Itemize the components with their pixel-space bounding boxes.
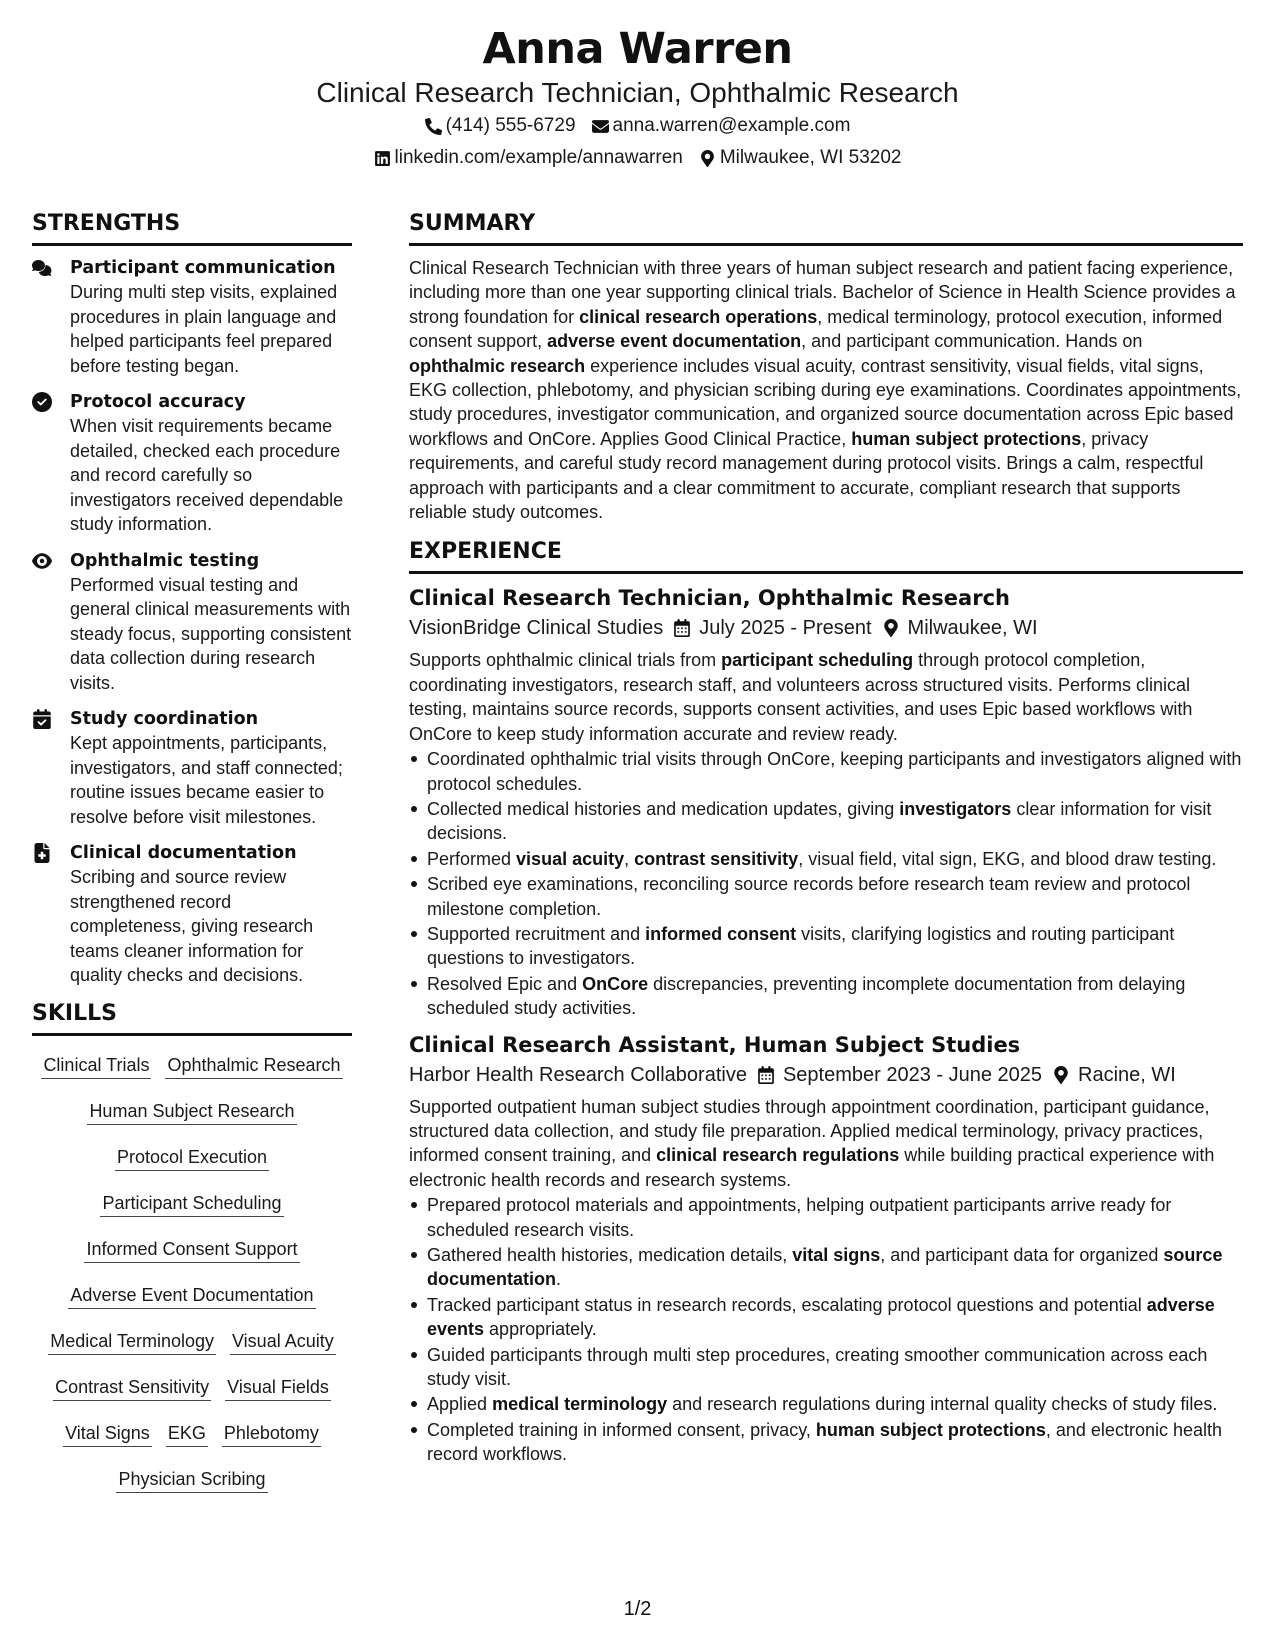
job-description-text: through protocol completion, coordinating investigators, research staff, and volunteers across structured visits. Performs clinical testing, maintains source records, supports consent activities, and uses Epic based workflows with OnCore to keep study information accurate and review ready. bbox=[409, 650, 1193, 744]
email-text[interactable]: anna.warren@example.com bbox=[612, 115, 851, 136]
job-bullet-text: visits, clarifying logistics and routing participant questions to investigators. bbox=[427, 923, 1175, 969]
skill-row bbox=[32, 1284, 352, 1309]
skill-row bbox=[32, 1238, 352, 1263]
job-bullet-text: Performed bbox=[427, 848, 517, 869]
skill-tag: Protocol Execution bbox=[115, 1146, 269, 1171]
contact-row-2 bbox=[0, 142, 1275, 174]
job-bullet-bold-text: investigators bbox=[899, 798, 1012, 819]
strength-body bbox=[70, 390, 352, 537]
map-pin-icon bbox=[1052, 1066, 1070, 1084]
skill-row bbox=[32, 1146, 352, 1171]
strength-body bbox=[70, 707, 352, 829]
skill-row bbox=[32, 1100, 352, 1125]
calendar-icon bbox=[673, 619, 691, 637]
job-location bbox=[882, 612, 1038, 644]
strength-item bbox=[32, 707, 352, 829]
job-title: Clinical Research Assistant, Human Subject Studies bbox=[409, 1032, 1021, 1057]
calendar-check-icon bbox=[32, 707, 70, 829]
job-bullet bbox=[409, 797, 1243, 846]
job-bullet bbox=[409, 747, 1243, 796]
job-bullet bbox=[409, 1418, 1243, 1467]
right-column bbox=[409, 210, 1243, 1468]
email-contact[interactable] bbox=[592, 110, 851, 142]
job-meta bbox=[409, 1059, 1243, 1091]
job-bullet-text: discrepancies, preventing incomplete documentation from delaying scheduled study activities. bbox=[427, 973, 1186, 1019]
skills-heading: SKILLS bbox=[32, 1000, 352, 1036]
job-bullets bbox=[409, 747, 1243, 1020]
job-description-bold-text: participant scheduling bbox=[721, 650, 914, 671]
strength-desc: Performed visual testing and general clinical measurements with steady focus, supporting consistent data collection during research visits. bbox=[70, 574, 352, 693]
job-bullet-text: Resolved Epic and bbox=[427, 973, 583, 994]
job-bullet bbox=[409, 922, 1243, 971]
file-medical-icon bbox=[32, 841, 70, 988]
experience-heading: EXPERIENCE bbox=[409, 538, 1243, 574]
skill-row bbox=[32, 1468, 352, 1493]
strength-title: Ophthalmic testing bbox=[70, 550, 260, 571]
skill-tag: Visual Fields bbox=[225, 1376, 331, 1401]
job-bullet-text: Prepared protocol materials and appointments, helping outpatient participants arrive ready for scheduled research visits. bbox=[427, 1195, 1172, 1240]
strength-body bbox=[70, 256, 352, 378]
location-contact bbox=[699, 142, 902, 174]
job-description-text: Supports ophthalmic clinical trials from bbox=[409, 650, 722, 671]
job-bullet-text: , bbox=[624, 848, 635, 869]
phone-icon bbox=[425, 118, 442, 135]
linkedin-text[interactable]: linkedin.com/example/annawarren bbox=[394, 147, 683, 168]
summary-text: experience includes visual acuity, contrast sensitivity, visual fields, vital signs, EKG collection, phlebotomy, and physician scribing during eye examinations. Coordinates appointments, study procedures, investigator communication, and organized source documentation across Epic based workflows and OnCore. Applies Good Clinical Practice, bbox=[409, 355, 1242, 449]
job-description-text: while building practical experience with electronic health records and research systems. bbox=[409, 1145, 1215, 1190]
envelope-icon bbox=[592, 118, 609, 135]
summary-bold-text: adverse event documentation bbox=[547, 331, 802, 352]
jobs-list bbox=[409, 584, 1243, 1466]
map-pin-icon bbox=[699, 150, 716, 167]
location-text: Milwaukee, WI 53202 bbox=[719, 147, 902, 168]
job-entry bbox=[409, 584, 1243, 1020]
job-bullet bbox=[409, 1343, 1243, 1392]
job-title: Clinical Research Technician, Ophthalmic Research bbox=[409, 586, 1010, 611]
job-location-text: Racine, WI bbox=[1078, 1063, 1176, 1086]
skill-tag: Ophthalmic Research bbox=[165, 1054, 342, 1079]
job-bullet bbox=[409, 1392, 1243, 1416]
job-bullet-bold-text: OnCore bbox=[582, 973, 649, 994]
strength-title: Protocol accuracy bbox=[70, 392, 246, 412]
phone-contact bbox=[425, 110, 576, 142]
linkedin-contact[interactable] bbox=[374, 142, 683, 174]
strengths-list bbox=[32, 256, 352, 988]
contact-row-1 bbox=[0, 110, 1275, 142]
job-entry bbox=[409, 1031, 1243, 1467]
job-bullet-text: Applied bbox=[427, 1394, 493, 1415]
job-bullet-text: clear information for visit decisions. bbox=[427, 798, 1212, 844]
job-bullet-text: , and electronic health record workflows. bbox=[427, 1419, 1223, 1465]
job-bullet-bold-text: medical terminology bbox=[492, 1394, 668, 1415]
page-number: 1/2 bbox=[623, 1598, 652, 1620]
job-company: Harbor Health Research Collaborative bbox=[409, 1063, 747, 1086]
job-bullet-text: Gathered health histories, medication details, bbox=[427, 1245, 793, 1265]
job-bullet-text: Tracked participant status in research records, escalating protocol questions and potential bbox=[427, 1294, 1147, 1315]
job-bullet-bold-text: visual acuity bbox=[516, 848, 625, 869]
job-bullet-text: Scribed eye examinations, reconciling source records before research team review and protocol milestone completion. bbox=[427, 874, 1191, 919]
strength-desc: During multi step visits, explained procedures in plain language and helped participants feel prepared before testing began. bbox=[70, 282, 338, 376]
job-meta bbox=[409, 612, 1243, 644]
job-bullet-text: Supported recruitment and bbox=[427, 923, 646, 944]
job-bullet-bold-text: informed consent bbox=[645, 923, 797, 944]
job-bullet bbox=[409, 1193, 1243, 1242]
candidate-name: Anna Warren bbox=[482, 24, 793, 74]
job-dates-text: September 2023 - June 2025 bbox=[782, 1063, 1043, 1086]
job-bullet-bold-text: vital signs bbox=[792, 1245, 881, 1265]
summary-heading: SUMMARY bbox=[409, 210, 1243, 246]
job-bullet-bold-text: adverse events bbox=[427, 1294, 1215, 1340]
job-bullet-text: Completed training in informed consent, privacy, bbox=[427, 1419, 816, 1440]
skills-list bbox=[32, 1050, 352, 1493]
summary-bold-text: human subject protections bbox=[851, 428, 1082, 449]
job-description-text: Supported outpatient human subject studies through appointment coordination, participant guidance, structured data collection, and study file preparation. Applied medical terminology, privacy practices, informed consent training, and bbox=[409, 1096, 1210, 1166]
strength-desc: Kept appointments, participants, investigators, and staff connected; routine issues became easier to resolve before visit milestones. bbox=[70, 733, 343, 827]
job-bullet bbox=[409, 872, 1243, 921]
summary-text: , medical terminology, protocol execution, informed consent support, bbox=[409, 306, 1223, 352]
job-description-bold-text: clinical research regulations bbox=[656, 1145, 900, 1166]
map-pin-icon bbox=[882, 619, 900, 637]
summary-text: Clinical Research Technician with three years of human subject research and patient facing experience, including more than one year supporting clinical trials. Bachelor of Science in Health Science provides a strong foundation for bbox=[409, 258, 1236, 327]
skill-tag: Contrast Sensitivity bbox=[53, 1376, 211, 1401]
strengths-heading: STRENGTHS bbox=[32, 210, 352, 246]
skill-tag: EKG bbox=[166, 1422, 208, 1447]
skill-tag: Adverse Event Documentation bbox=[68, 1284, 315, 1309]
skill-row bbox=[32, 1330, 352, 1355]
job-bullet-bold-text: contrast sensitivity bbox=[634, 848, 799, 869]
skill-row bbox=[32, 1376, 352, 1401]
job-bullet-text: . bbox=[556, 1269, 562, 1290]
comments-icon bbox=[32, 256, 70, 378]
job-bullet bbox=[409, 847, 1243, 871]
eye-icon bbox=[32, 549, 70, 696]
check-circle-icon bbox=[32, 390, 70, 537]
skill-tag: Physician Scribing bbox=[116, 1468, 267, 1493]
summary-text bbox=[409, 256, 1243, 524]
skill-tag: Informed Consent Support bbox=[84, 1238, 299, 1263]
skill-tag: Vital Signs bbox=[63, 1422, 152, 1447]
job-location bbox=[1052, 1059, 1176, 1091]
linkedin-icon bbox=[374, 150, 391, 167]
strength-title: Study coordination bbox=[70, 709, 259, 729]
strength-title: Participant communication bbox=[70, 258, 336, 278]
job-bullet-text: , and participant data for organized bbox=[880, 1245, 1164, 1265]
job-company: VisionBridge Clinical Studies bbox=[409, 617, 664, 640]
job-bullet-text: Guided participants through multi step procedures, creating smoother communication across each study visit. bbox=[427, 1344, 1208, 1390]
resume-header bbox=[0, 22, 1275, 174]
job-bullet bbox=[409, 972, 1243, 1021]
strength-desc: When visit requirements became detailed, checked each procedure and record carefully so investigators received dependable study information. bbox=[70, 416, 344, 534]
job-dates-text: July 2025 - Present bbox=[699, 617, 872, 640]
strength-item bbox=[32, 841, 352, 988]
skill-tag: Medical Terminology bbox=[48, 1330, 216, 1355]
strength-item bbox=[32, 256, 352, 378]
job-bullet-bold-text: human subject protections bbox=[815, 1419, 1046, 1440]
summary-bold-text: ophthalmic research bbox=[409, 355, 586, 376]
job-bullet bbox=[409, 1293, 1243, 1342]
job-bullet-text: Coordinated ophthalmic trial visits through OnCore, keeping participants and investigators aligned with protocol schedules. bbox=[427, 749, 1242, 794]
job-bullet-text: Collected medical histories and medication updates, giving bbox=[427, 798, 900, 819]
candidate-headline: Clinical Research Technician, Ophthalmic Research bbox=[316, 77, 959, 108]
job-dates bbox=[673, 612, 871, 644]
skill-tag: Clinical Trials bbox=[41, 1054, 151, 1079]
job-bullet-text: appropriately. bbox=[484, 1319, 597, 1340]
job-bullet-text: and research regulations during internal quality checks of study files. bbox=[667, 1394, 1218, 1415]
job-bullet-text: , visual field, vital sign, EKG, and blood draw testing. bbox=[798, 848, 1217, 869]
summary-text: , privacy requirements, and careful study record management during protocol visits. Brings a calm, respectful approach with participants and a clear commitment to accurate, compliant research that supports reliable study outcomes. bbox=[409, 428, 1204, 523]
job-description bbox=[409, 648, 1243, 746]
summary-text: , and participant communication. Hands on bbox=[801, 331, 1143, 352]
job-dates bbox=[757, 1059, 1042, 1091]
skill-tag: Human Subject Research bbox=[87, 1100, 296, 1125]
calendar-icon bbox=[757, 1066, 775, 1084]
skill-tag: Participant Scheduling bbox=[100, 1192, 283, 1217]
job-bullet bbox=[409, 1243, 1243, 1292]
strength-body bbox=[70, 549, 352, 696]
left-column bbox=[32, 210, 352, 1514]
job-description bbox=[409, 1095, 1243, 1193]
skill-row bbox=[32, 1422, 352, 1447]
skill-row bbox=[32, 1192, 352, 1217]
phone-text: (414) 555-6729 bbox=[445, 115, 576, 136]
strength-title: Clinical documentation bbox=[70, 843, 297, 863]
job-bullet-bold-text: source documentation bbox=[427, 1245, 1223, 1290]
skill-tag: Phlebotomy bbox=[222, 1422, 321, 1447]
summary-bold-text: clinical research operations bbox=[579, 306, 818, 327]
job-location-text: Milwaukee, WI bbox=[907, 617, 1038, 640]
strength-body bbox=[70, 841, 352, 988]
skill-tag: Visual Acuity bbox=[230, 1330, 336, 1355]
job-bullets bbox=[409, 1193, 1243, 1466]
strength-item bbox=[32, 549, 352, 696]
strength-desc: Scribing and source review strengthened record completeness, giving research teams cleaner information for quality checks and decisions. bbox=[70, 867, 314, 985]
skill-row bbox=[32, 1054, 352, 1079]
strength-item bbox=[32, 390, 352, 537]
